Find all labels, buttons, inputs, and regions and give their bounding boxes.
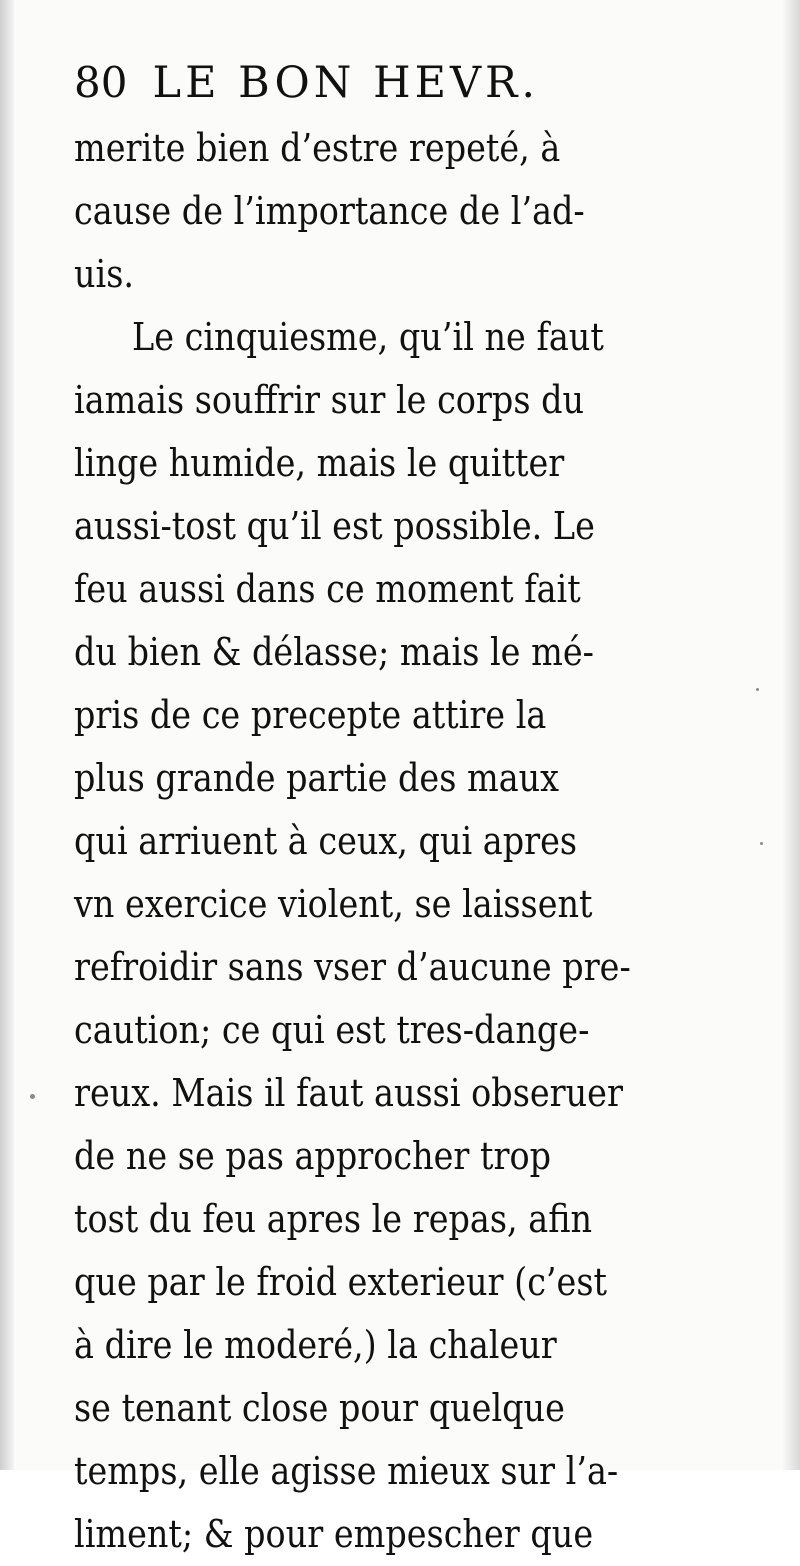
- line-text: iamais souffrir sur le corps du: [74, 378, 585, 422]
- text-line: [74, 873, 764, 936]
- ink-speck: [756, 688, 759, 691]
- line-text: Le cinquiesme, qu’il ne faut: [132, 315, 604, 359]
- line-text: tost du feu apres le repas, afin: [74, 1197, 593, 1241]
- running-head: LE BON HEVR.: [152, 58, 540, 108]
- line-text: uis.: [74, 252, 135, 296]
- page-header: [74, 52, 764, 114]
- text-line: [74, 999, 764, 1062]
- text-line: [74, 1377, 764, 1440]
- line-text: cause de l’importance de l’ad-: [74, 189, 585, 233]
- page-number: 80: [74, 58, 128, 107]
- line-text: que par le froid exterieur (c’est: [74, 1260, 607, 1304]
- line-text: du bien & délasse; mais le mé-: [74, 630, 594, 674]
- text-line: [74, 936, 764, 999]
- ink-speck: [30, 1094, 35, 1099]
- text-line: [74, 621, 764, 684]
- line-text: liment; & pour empescher que: [74, 1512, 594, 1556]
- line-text: caution; ce qui est tres-dange-: [74, 1008, 590, 1052]
- line-text: à dire le moderé,) la chaleur: [74, 1323, 557, 1367]
- line-text: refroidir sans vser d’aucune pre-: [74, 945, 631, 989]
- text-line: [74, 810, 764, 873]
- left-page-shadow: [0, 0, 14, 1470]
- paragraph-start-line: [74, 306, 764, 369]
- text-line: [74, 1440, 764, 1503]
- text-line: [74, 495, 764, 558]
- ink-speck: [760, 842, 763, 845]
- text-line: [74, 369, 764, 432]
- text-line: [74, 1062, 764, 1125]
- text-line: [74, 558, 764, 621]
- body-text: [74, 117, 764, 1556]
- text-line: [74, 1314, 764, 1377]
- line-text: qui arriuent à ceux, qui apres: [74, 819, 578, 863]
- line-text: temps, elle agisse mieux sur l’a-: [74, 1449, 619, 1493]
- text-line: [74, 1503, 764, 1566]
- text-line: [74, 684, 764, 747]
- line-text: linge humide, mais le quitter: [74, 441, 565, 485]
- line-text: feu aussi dans ce moment fait: [74, 567, 581, 611]
- text-line: [74, 747, 764, 810]
- line-text: pris de ce precepte attire la: [74, 693, 547, 737]
- text-line: [74, 1188, 764, 1251]
- line-text: aussi-tost qu’il est possible. Le: [74, 504, 595, 548]
- line-text: merite bien d’estre repeté, à: [74, 126, 561, 170]
- line-text: plus grande partie des maux: [74, 756, 560, 800]
- text-line: [74, 117, 764, 180]
- text-line: [74, 243, 764, 306]
- line-text: se tenant close pour quelque: [74, 1386, 565, 1430]
- text-line: [74, 1251, 764, 1314]
- right-page-shadow: [782, 0, 800, 1470]
- text-line: [74, 432, 764, 495]
- text-line: [74, 180, 764, 243]
- line-text: reux. Mais il faut aussi obseruer: [74, 1071, 623, 1115]
- text-line: [74, 1125, 764, 1188]
- line-text: vn exercice violent, se laissent: [74, 882, 593, 926]
- line-text: de ne se pas approcher trop: [74, 1134, 552, 1178]
